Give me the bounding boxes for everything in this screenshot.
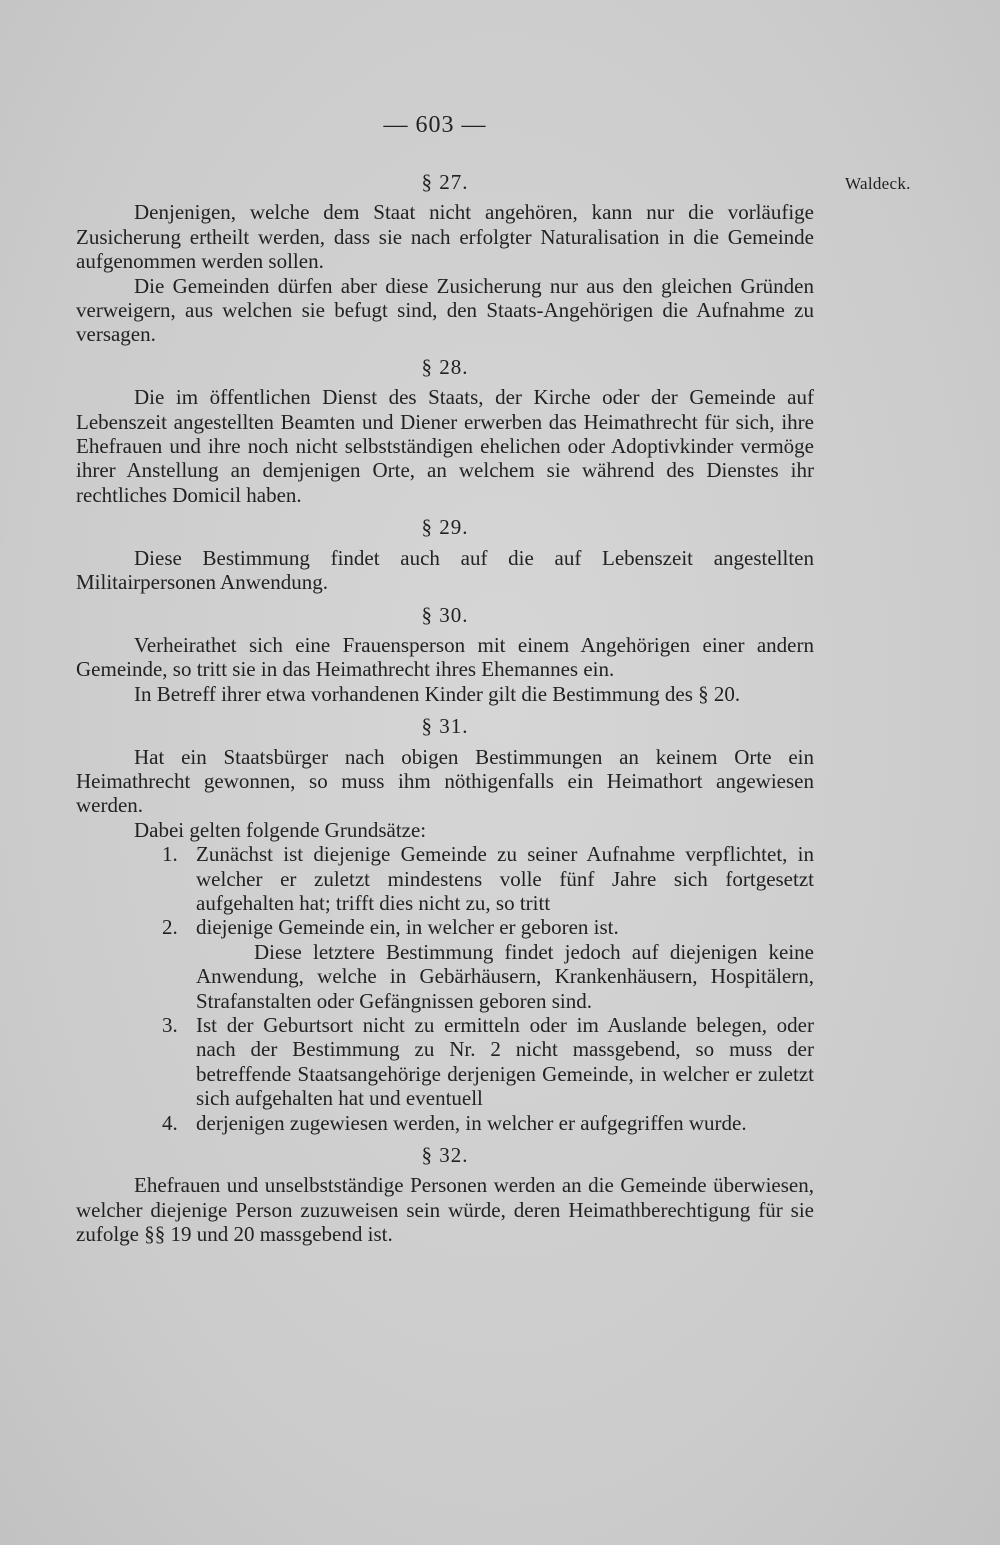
numbered-list: [162, 842, 814, 1135]
paragraph: Dabei gelten folgende Grundsätze:: [134, 817, 427, 842]
list-item: [162, 1013, 814, 1111]
section-heading-30: § 30.: [421, 602, 469, 627]
section-heading-32: § 32.: [421, 1143, 469, 1168]
document-body: [76, 170, 814, 1247]
section-heading-31: § 31.: [421, 714, 469, 739]
list-item: [162, 842, 814, 915]
list-item-number: 1.: [162, 842, 178, 867]
section-heading-27: § 27.: [421, 170, 469, 194]
list-item-text: Zunächst ist diejenige Gemeinde zu seiner Aufnahme verpflichtet, in welcher er zuletzt mindestens volle fünf Jahre sich fortgesetzt aufgehalten hat; trifft dies nicht zu, so tritt: [196, 842, 814, 915]
paragraph: Die im öffentlichen Dienst des Staats, der Kirche oder der Gemeinde auf Lebenszeit angestellten Beamten und Diener erwerben das Heimathrecht für sich, ihre Ehefrauen und ihre noch nicht selbstständigen ehelichen oder Adoptivkinder vermöge ihrer Anstellung an demjenigen Orte, an welchem sie während des Dienstes ihr rechtliches Domicil haben.: [76, 385, 814, 507]
list-item: [162, 915, 814, 1013]
list-item-text: Ist der Geburtsort nicht zu ermitteln oder im Auslande belegen, oder nach der Bestimmung zu Nr. 2 nicht massgebend, so muss der betreffende Staatsangehörige derjenigen Gemeinde, in welcher er zuletzt sich aufgehalten hat und eventuell: [196, 1013, 814, 1111]
section-heading-28: § 28.: [421, 354, 469, 379]
list-item-text: derjenigen zugewiesen werden, in welcher er aufgegriffen wurde.: [196, 1110, 747, 1135]
paragraph: Die Gemeinden dürfen aber diese Zusicherung nur aus den gleichen Gründen verweigern, aus welchen sie befugt sind, den Staats-Angehörigen die Aufnahme zu versagen.: [76, 273, 814, 347]
paragraph: Ehefrauen und unselbstständige Personen werden an die Gemeinde überwiesen, welcher diejenige Person zuzuweisen sein würde, deren Heimathberechtigung für sie zufolge §§ 19 und 20 massgebend ist.: [76, 1173, 814, 1247]
list-item: [162, 1111, 814, 1135]
paragraph: Hat ein Staatsbürger nach obigen Bestimmungen an keinem Orte ein Heimathrecht gewonnen, so muss ihm nöthigenfalls ein Heimathort angewiesen werden.: [76, 744, 814, 818]
paragraph: Denjenigen, welche dem Staat nicht angehören, kann nur die vorläufige Zusicherung ertheilt werden, dass sie nach erfolgter Naturalisation in die Gemeinde aufgenommen werden sollen.: [76, 200, 814, 274]
paragraph: In Betreff ihrer etwa vorhandenen Kinder gilt die Bestimmung des § 20.: [134, 681, 741, 706]
list-item-subparagraph: Diese letztere Bestimmung findet jedoch auf diejenigen keine Anwendung, welche in Gebärhäusern, Krankenhäusern, Hospitälern, Strafanstalten oder Gefängnissen geboren sind.: [196, 939, 814, 1013]
page-number: — 603 —: [383, 112, 487, 138]
margin-note: Waldeck.: [845, 174, 911, 193]
list-item-number: 2.: [162, 915, 178, 940]
list-item-text: diejenige Gemeinde ein, in welcher er geboren ist.: [196, 915, 619, 940]
paragraph: Diese Bestimmung findet auch auf die auf Lebenszeit angestellten Militairpersonen Anwendung.: [76, 545, 814, 595]
section-heading-29: § 29.: [421, 515, 469, 540]
list-item-number: 3.: [162, 1013, 178, 1037]
list-item-number: 4.: [162, 1110, 178, 1135]
paragraph: Verheirathet sich eine Frauensperson mit einem Angehörigen einer andern Gemeinde, so tritt sie in das Heimathrecht ihres Ehemannes ein.: [76, 632, 814, 682]
